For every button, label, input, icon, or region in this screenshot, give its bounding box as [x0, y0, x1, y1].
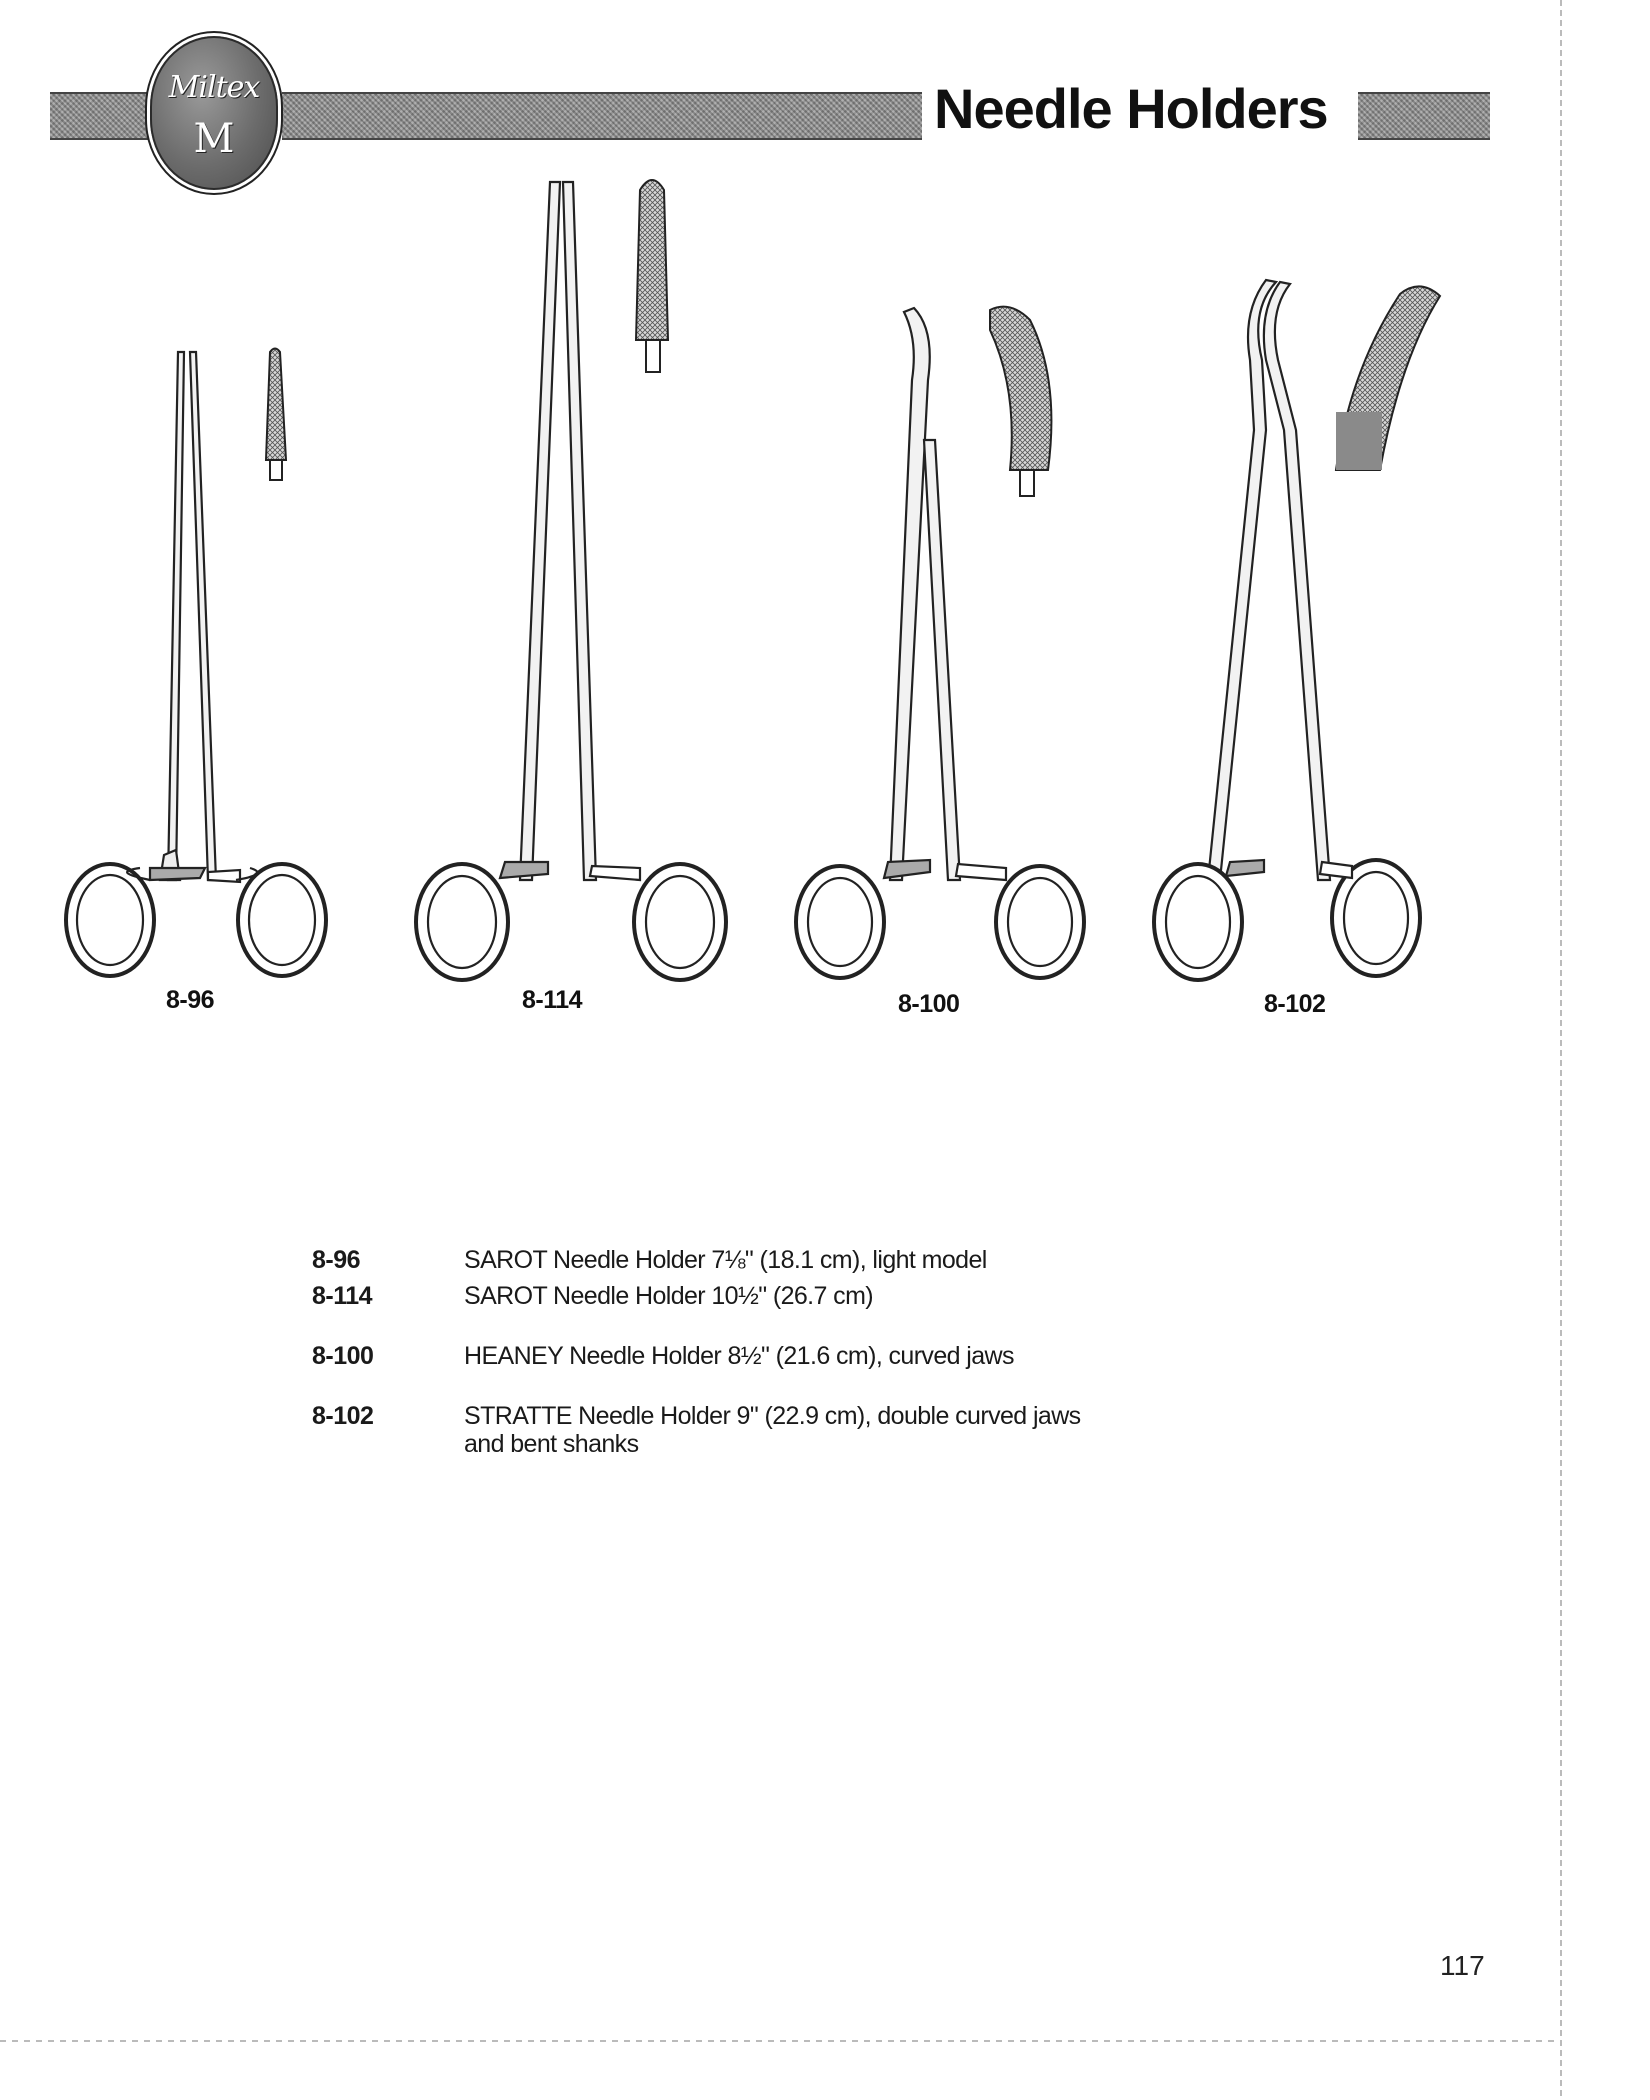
- page-title: Needle Holders: [934, 77, 1328, 140]
- item-code: 8-96: [312, 1246, 361, 1274]
- instrument-label: 8-100: [898, 990, 960, 1018]
- jaw-detail-icon: [266, 349, 286, 481]
- straight-needle-holder-icon: [416, 182, 726, 980]
- list-item: [312, 1246, 1212, 1276]
- instrument-label: 8-102: [1264, 990, 1326, 1018]
- instrument-label: 8-114: [522, 986, 583, 1014]
- logo-monogram: M: [193, 116, 235, 162]
- item-code: 8-100: [312, 1342, 374, 1370]
- jaw-detail-icon: [1336, 286, 1440, 470]
- item-description: HEANEY Needle Holder 8½" (21.6 cm), curved jaws: [464, 1342, 1014, 1370]
- page-number: 117: [1440, 1950, 1485, 1981]
- instrument-label: 8-96: [166, 986, 215, 1014]
- list-item: [312, 1282, 1212, 1312]
- item-description: SAROT Needle Holder 10½" (26.7 cm): [464, 1282, 874, 1310]
- list-item: [312, 1342, 1212, 1372]
- straight-needle-holder-icon: [66, 352, 326, 976]
- scan-bottom-line: [0, 2040, 1560, 2042]
- jaw-detail-icon: [990, 307, 1051, 496]
- item-description: SAROT Needle Holder 7⅛" (18.1 cm), light model: [464, 1246, 987, 1274]
- item-code: 8-102: [312, 1402, 374, 1430]
- jaw-detail-icon: [636, 180, 668, 372]
- item-code: 8-114: [312, 1282, 373, 1310]
- item-description: STRATTE Needle Holder 9" (22.9 cm), double curved jaws and bent shanks: [464, 1402, 1081, 1458]
- scan-edge-line: [1560, 0, 1562, 2100]
- logo-script-text: Miltex: [168, 70, 260, 105]
- list-item: [312, 1402, 1212, 1462]
